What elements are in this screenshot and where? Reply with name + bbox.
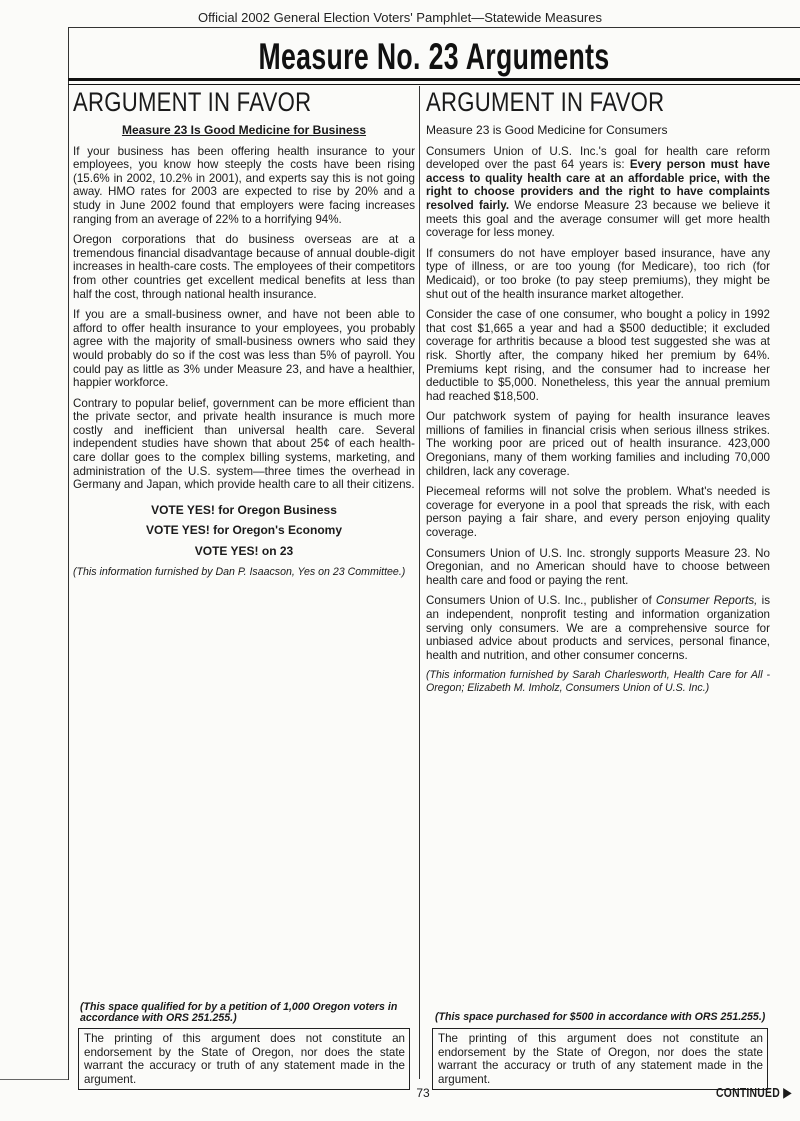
page-title: Measure No. 23 Arguments (258, 36, 610, 77)
right-paragraph-1 (426, 145, 770, 240)
right-p7-text-a: Consumers Union of U.S. Inc., publisher of (426, 594, 656, 608)
left-disclaimer-box: The printing of this argument does not constitute an endorsement by the State of Oregon, nor does the state warrant the accuracy or truth of any statement made in the argument. (78, 1028, 410, 1090)
right-argument-heading: ARGUMENT IN FAVOR (426, 87, 665, 117)
column-divider (419, 86, 420, 1079)
vote-line-3: VOTE YES! on 23 (194, 544, 294, 559)
vote-line-2: VOTE YES! for Oregon's Economy (145, 523, 342, 538)
right-disclaimer-box: The printing of this argument does not constitute an endorsement by the State of Oregon, nor does the state warrant the accuracy or truth of any statement made in the argument. (432, 1028, 768, 1090)
left-paragraph-2: Oregon corporations that do business overseas are at a tremendous financial disadvantage because of annual double-digit increases in health-care costs. The employees of their competitors from other countries get excellent medical benefits at less than half the cost, through national health insurance. (73, 233, 415, 301)
right-p1-text-b: We endorse Measure 23 because we believe it meets this goal and the average consumer will get more health coverage for less money. (426, 198, 770, 240)
left-qualification-note: (This space qualified for by a petition of 1,000 Oregon voters in accordance with ORS 251.255.) (80, 1001, 398, 1024)
right-paragraph-7 (426, 594, 770, 662)
margin-rule (0, 1079, 68, 1080)
right-paragraph-6: Consumers Union of U.S. Inc. strongly supports Measure 23. No Oregonian, and no American should have to choose between health care and food or paying the rent. (426, 546, 770, 587)
continued-marker (716, 1084, 792, 1101)
left-paragraph-1: If your business has been offering health insurance to your employees, you know how steeply the costs have been rising (15.6% in 2002, 10.2% in 2001), and experts say this is not going away. HMO rates for 2003 are expected to rise by 20% and a study in June 2002 found that employers were facing increases ranging from an average of 22% to a horrifying 94%. (73, 144, 415, 226)
right-p1-text-a: Consumers Union of U.S. Inc.'s goal for health care reform developed over the past 64 years is: (426, 144, 770, 172)
left-credit: (This information furnished by Dan P. Isaacson, Yes on 23 Committee.) (73, 565, 406, 578)
right-p1-bold: Every person must have access to quality health care at an affordable price, with the right to choose providers and the right to have complaints resolved fairly. (426, 158, 771, 212)
left-paragraph-4: Contrary to popular belief, government can be more efficient than the private sector, and private health insurance is much more costly and inefficient than universal health care. Several independent studies have shown that about 25¢ of each health-care dollar goes to the complex billing systems, marketing, and administration of the U.S. system—three times the overhead in Germany and Japan, which provide health care to all their citizens. (73, 396, 415, 492)
running-head: Official 2002 General Election Voters' Pamphlet—Statewide Measures (197, 10, 602, 25)
right-argument-column (426, 88, 770, 701)
left-argument-subhead: Measure 23 Is Good Medicine for Business (121, 123, 367, 137)
right-paragraph-4: Our patchwork system of paying for health insurance leaves millions of families in financial crisis when serious illness strikes. The working poor are priced out of health insurance. 423,000 Oregonians, many of them working families and including 70,000 children, lack any coverage. (426, 410, 770, 478)
title-rule-thin (68, 84, 800, 85)
left-argument-heading: ARGUMENT IN FAVOR (73, 87, 312, 117)
right-arrow-icon: ▶ (783, 1084, 792, 1100)
right-credit: (This information furnished by Sarah Charlesworth, Health Care for All - Oregon; Elizabeth M. Imholz, Consumers Union of U.S. Inc.) (426, 669, 770, 694)
right-p7-text-b: is an independent, nonprofit testing and information organization serving only consumers. We are a comprehensive source for unbiased advice about products and services, personal finance, health and nutrition, and other consumer concerns. (426, 594, 770, 662)
title-rule-thick (68, 78, 800, 81)
consumer-reports-title: Consumer Reports, (655, 594, 758, 608)
left-paragraph-3: If you are a small-business owner, and have not been able to afford to offer health insurance to your employees, you probably agree with the majority of small-business owners who said they would probably do so if the cost was less than 5% of payroll. You could pay as little as 3% under Measure 23, and have a healthier, happier workforce. (73, 308, 415, 390)
right-qualification-note: (This space purchased for $500 in accordance with ORS 251.255.) (435, 1011, 766, 1023)
vote-line-1: VOTE YES! for Oregon Business (151, 502, 337, 517)
right-paragraph-3: Consider the case of one consumer, who bought a policy in 1992 that cost $1,665 a year and had a $500 deductible; it excluded coverage for arthritis because a blood test suggested she was at risk. Shortly after, the company hiked her premium by 64%. Premiums kept rising, and the consumer had to increase her deductible to $5,000. Nonetheless, this year the annual premium had reached $18,500. (426, 308, 770, 403)
continued-label: CONTINUED (716, 1085, 780, 1100)
page-number: 73 (416, 1086, 430, 1100)
left-argument-column (73, 88, 415, 585)
right-paragraph-5: Piecemeal reforms will not solve the problem. What's needed is coverage for everyone in a pool that spreads the risk, with each person paying a fair share, and every person enjoying quality coverage. (426, 485, 770, 540)
right-paragraph-2: If consumers do not have employer based insurance, have any type of illness, or are too young (for Medicare), too rich (for Medicaid), or too broke (to pay steep premiums), they might be shut out of the health insurance market altogether. (426, 246, 770, 301)
right-argument-subhead: Measure 23 is Good Medicine for Consumers (426, 123, 668, 137)
